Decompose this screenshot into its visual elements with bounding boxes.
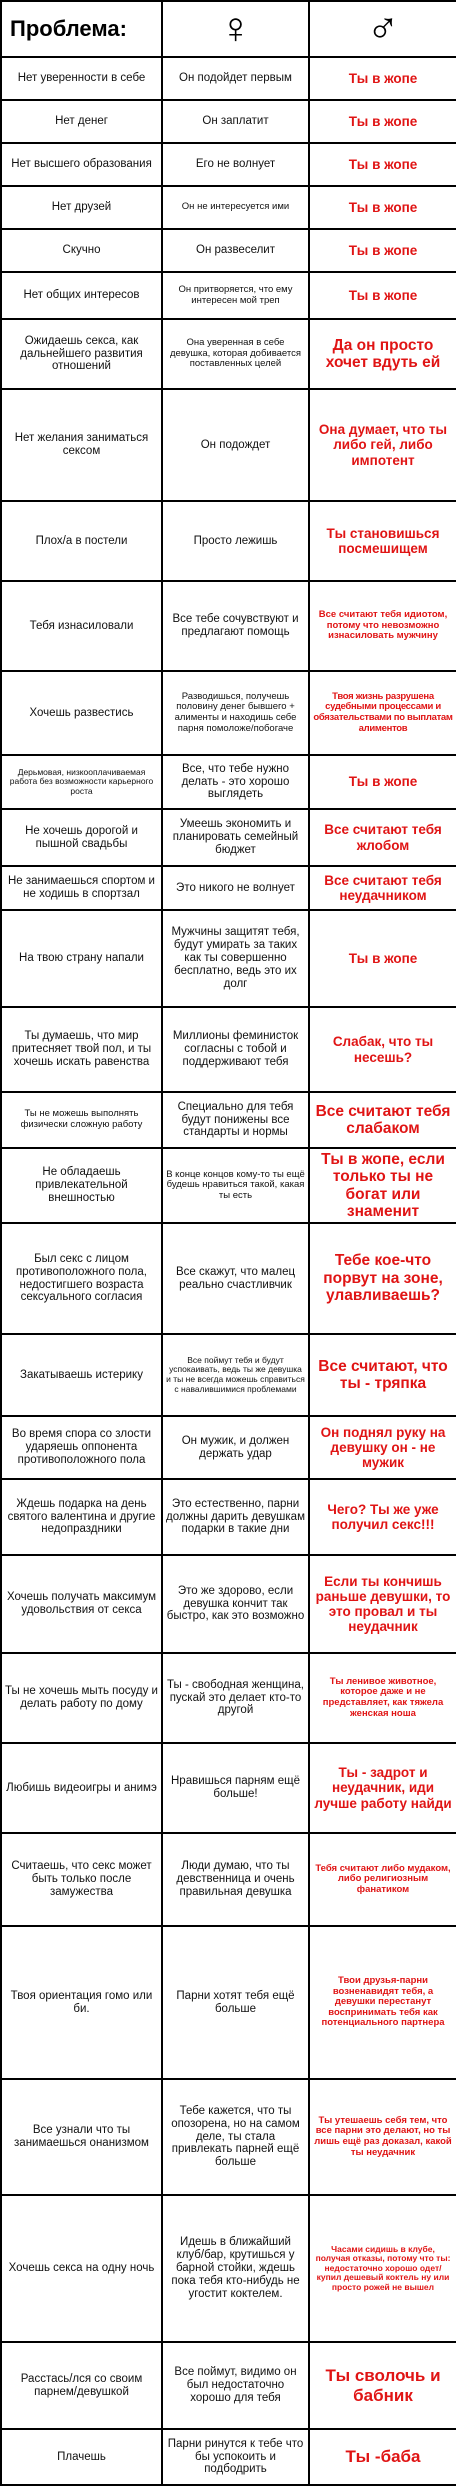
male-cell: Все считают тебя неудачником [309,866,456,910]
male-cell: Ты в жопе [309,100,456,143]
female-cell: Парни ринутся к тебе что бы успокоить и подбодрить [162,2429,309,2485]
problem-cell: Любишь видеоигры и анимэ [1,1743,162,1833]
male-cell: Ты в жопе, если только ты не богат или знаменит [309,1148,456,1223]
table-row [1,1007,456,1092]
problem-cell: Тебя изнасиловали [1,581,162,671]
table-row [1,1223,456,1334]
problem-cell: Нет общих интересов [1,272,162,319]
problem-cell: Ожидаешь секса, как дальнейшего развития отношений [1,319,162,389]
table-row [1,501,456,581]
male-cell: Ты -баба [309,2429,456,2485]
female-cell: Все поймут, видимо он был недостаточно хорошо для тебя [162,2342,309,2429]
male-cell: Ты сволочь и бабник [309,2342,456,2429]
table-row [1,1092,456,1148]
male-cell: Ты в жопе [309,755,456,809]
table-row [1,2429,456,2485]
problem-cell: Не хочешь дорогой и пышной свадьбы [1,809,162,866]
table-row [1,866,456,910]
table-row [1,229,456,272]
table-row [1,100,456,143]
table-row [1,1926,456,2079]
female-cell: Мужчины защитят тебя, будут умирать за таких как ты совершенно бесплатно, ведь это их долг [162,910,309,1007]
table-row [1,581,456,671]
female-cell: Ты - свободная женщина, пускай это делает кто-то другой [162,1653,309,1743]
male-cell: Слабак, что ты несешь? [309,1007,456,1092]
table-row [1,1479,456,1555]
female-cell: Умеешь экономить и планировать семейный бюджет [162,809,309,866]
male-cell: Все считают тебя идиотом, потому что невозможно изнасиловать мужчину [309,581,456,671]
table-row [1,671,456,755]
male-cell: Если ты кончишь раньше девушки, то это провал и ты неудачник [309,1555,456,1653]
problem-cell: Скучно [1,229,162,272]
problem-cell: Нет желания заниматься сексом [1,389,162,501]
male-cell: Тебе кое-что порвут на зоне, улавливаешь? [309,1223,456,1334]
problem-cell: Ты не можешь выполнять физически сложную работу [1,1092,162,1148]
female-cell: Специально для тебя будут понижены все стандарты и нормы [162,1092,309,1148]
female-cell: Все тебе сочувствуют и предлагают помощь [162,581,309,671]
female-cell: Он не интересуется ими [162,186,309,229]
female-cell: Нравишься парням ещё больше! [162,1743,309,1833]
table-row [1,319,456,389]
male-cell: Все считают тебя слабаком [309,1092,456,1148]
male-cell: Ты в жопе [309,910,456,1007]
table-row [1,1555,456,1653]
problem-cell: Нет денег [1,100,162,143]
table-row [1,755,456,809]
problem-cell: Дерьмовая, низкооплачиваемая работа без возможности карьерного роста [1,755,162,809]
problem-cell: Плачешь [1,2429,162,2485]
female-symbol-icon: ♀ [162,1,309,57]
female-cell: Все поймут тебя и будут успокаивать, ведь ты же девушка и ты не всегда можешь справиться с навалившимися проблемами [162,1334,309,1416]
table-row [1,57,456,100]
male-cell: Да он просто хочет вдуть ей [309,319,456,389]
female-cell: Он притворяется, что ему интересен мой треп [162,272,309,319]
male-cell: Он поднял руку на девушку он - не мужик [309,1416,456,1479]
table-row [1,1416,456,1479]
table-row [1,2195,456,2342]
male-cell: Ты в жопе [309,143,456,186]
problem-cell: Ты не хочешь мыть посуду и делать работу по дому [1,1653,162,1743]
female-cell: Это никого не волнует [162,866,309,910]
female-cell: Все, что тебе нужно делать - это хорошо выглядеть [162,755,309,809]
female-cell: Все скажут, что малец реально счастливчик [162,1223,309,1334]
female-cell: Он развеселит [162,229,309,272]
male-cell: Чего? Ты же уже получил секс!!! [309,1479,456,1555]
female-cell: Он заплатит [162,100,309,143]
problem-cell: Нет уверенности в себе [1,57,162,100]
problem-cell: Не занимаешься спортом и не ходишь в спортзал [1,866,162,910]
female-cell: Она уверенная в себе девушка, которая добивается поставленных целей [162,319,309,389]
table-row [1,2342,456,2429]
problem-cell: На твою страну напали [1,910,162,1007]
problem-cell: Нет друзей [1,186,162,229]
male-cell: Часами сидишь в клубе, получая отказы, потому что ты: недостаточно хорошо одет/купил дешевый коктель ну или просто рожей не вышел [309,2195,456,2342]
problem-cell: Считаешь, что секс может быть только после замужества [1,1833,162,1926]
male-cell: Ты в жопе [309,186,456,229]
problem-cell: Плох/а в постели [1,501,162,581]
male-cell: Ты - задрот и неудачник, иди лучше работу найди [309,1743,456,1833]
male-cell: Ты утешаешь себя тем, что все парни это делают, но ты лишь ещё раз доказал, какой ты неудачник [309,2079,456,2195]
header-row [1,1,456,57]
problem-cell: Расстась/лся со своим парнем/девушкой [1,2342,162,2429]
female-cell: Идешь в ближайший клуб/бар, крутишься у барной стойки, ждешь пока тебя кто-нибудь не угостит коктелем. [162,2195,309,2342]
female-cell: Парни хотят тебя ещё больше [162,1926,309,2079]
female-cell: Разводишься, получешь половину денег бывшего + алименты и находишь себе парня помоложе/побогаче [162,671,309,755]
male-cell: Ты в жопе [309,57,456,100]
problem-cell: Хочешь развестись [1,671,162,755]
male-cell: Твои друзья-парни возненавидят тебя, а девушки перестанут воспринимать тебя как потенциального партнера [309,1926,456,2079]
female-cell: Тебе кажется, что ты опозорена, но на самом деле, ты стала привлекать парней ещё больше [162,2079,309,2195]
header-title: Проблема: [1,1,162,57]
table-row [1,809,456,866]
male-cell: Ты ленивое животное, которое даже и не представляет, как тяжела женская ноша [309,1653,456,1743]
female-cell: Он подойдет первым [162,57,309,100]
problem-cell: Ты думаешь, что мир притесняет твой пол, и ты хочешь искать равенства [1,1007,162,1092]
problem-cell: Закатываешь истерику [1,1334,162,1416]
table-row [1,1653,456,1743]
table-row [1,2079,456,2195]
table-row [1,186,456,229]
male-cell: Ты в жопе [309,229,456,272]
female-cell: Это же здорово, если девушка кончит так быстро, как это возможно [162,1555,309,1653]
female-cell: Просто лежишь [162,501,309,581]
male-cell: Ты становишься посмешищем [309,501,456,581]
problem-cell: Ждешь подарка на день святого валентина и другие недопраздники [1,1479,162,1555]
female-cell: Это естественно, парни должны дарить девушкам подарки в такие дни [162,1479,309,1555]
female-cell: Люди думаю, что ты девственница и очень правильная девушка [162,1833,309,1926]
table-row [1,910,456,1007]
male-cell: Тебя считают либо мудаком, либо религиозным фанатиком [309,1833,456,1926]
male-cell: Все считают, что ты - тряпка [309,1334,456,1416]
male-cell: Твоя жизнь разрушена судебными процессами и обязательствами по выплатам алиментов [309,671,456,755]
female-cell: Он подождет [162,389,309,501]
female-cell: В конце концов кому-то ты ещё будешь нравиться такой, какая ты есть [162,1148,309,1223]
problem-cell: Все узнали что ты занимаешься онанизмом [1,2079,162,2195]
male-cell: Ты в жопе [309,272,456,319]
problem-cell: Был секс с лицом противоположного пола, недостигшего возраста сексуального согласия [1,1223,162,1334]
problem-cell: Твоя ориентация гомо или би. [1,1926,162,2079]
female-cell: Миллионы феминисток согласны с тобой и поддерживают тебя [162,1007,309,1092]
table-row [1,272,456,319]
male-cell: Она думает, что ты либо гей, либо импотент [309,389,456,501]
male-cell: Все считают тебя жлобом [309,809,456,866]
table-row [1,143,456,186]
female-cell: Он мужик, и должен держать удар [162,1416,309,1479]
problem-cell: Хочешь получать максимум удовольствия от секса [1,1555,162,1653]
table-row [1,1334,456,1416]
problem-cell: Нет высшего образования [1,143,162,186]
table-row [1,1743,456,1833]
female-cell: Его не волнует [162,143,309,186]
table-row [1,389,456,501]
table-row [1,1148,456,1223]
table-row [1,1833,456,1926]
male-symbol-icon: ♂ [309,1,456,57]
problem-cell: Хочешь секса на одну ночь [1,2195,162,2342]
problem-cell: Во время спора со злости ударяешь оппонента противоположного пола [1,1416,162,1479]
problem-cell: Не обладаешь привлекательной внешностью [1,1148,162,1223]
